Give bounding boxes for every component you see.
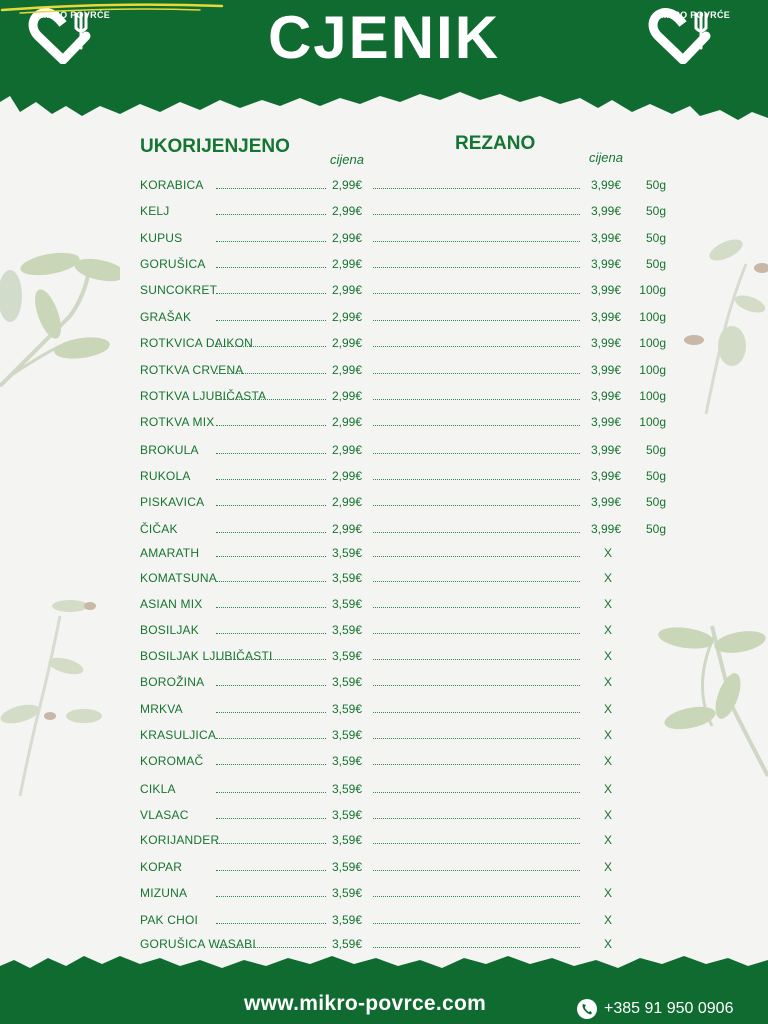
cut-price: 3,99€	[591, 231, 622, 245]
price-row	[0, 595, 768, 615]
dotted-leader	[216, 870, 326, 871]
dotted-leader	[373, 843, 580, 844]
rooted-price: 2,99€	[332, 363, 363, 377]
rooted-price: 3,59€	[332, 546, 363, 560]
product-name: ROTKVA LJUBIČASTA	[140, 389, 267, 403]
website-link[interactable]: www.mikro-povrce.com	[244, 992, 487, 1015]
price-row	[0, 752, 768, 772]
product-name: ROTKVA CRVENA	[140, 363, 244, 377]
product-name: SUNCOKRET	[140, 283, 218, 297]
rooted-price: 2,99€	[332, 495, 363, 509]
column-title-cut: REZANO	[455, 133, 536, 154]
price-row	[0, 806, 768, 826]
dotted-leader	[373, 870, 580, 871]
cut-price: 3,99€	[591, 283, 622, 297]
dotted-leader	[216, 843, 326, 844]
rooted-price: 3,59€	[332, 728, 363, 742]
rooted-price: 3,59€	[332, 886, 363, 900]
dotted-leader	[373, 896, 580, 897]
not-available-mark: X	[604, 675, 613, 689]
product-name: RUKOLA	[140, 469, 191, 483]
price-row	[0, 413, 768, 433]
dotted-leader	[373, 399, 580, 400]
not-available-mark: X	[604, 782, 613, 796]
package-weight: 50g	[645, 469, 666, 483]
price-row	[0, 493, 768, 513]
dotted-leader	[373, 764, 580, 765]
price-row	[0, 361, 768, 381]
dotted-leader	[216, 738, 326, 739]
product-name: MIZUNA	[140, 886, 188, 900]
price-row	[0, 647, 768, 667]
not-available-mark: X	[604, 546, 613, 560]
dotted-leader	[216, 241, 326, 242]
package-weight: 100g	[639, 389, 666, 403]
dotted-leader	[373, 712, 580, 713]
dotted-leader	[373, 923, 580, 924]
price-row	[0, 780, 768, 800]
not-available-mark: X	[604, 571, 613, 585]
rooted-price: 3,59€	[332, 913, 363, 927]
price-row	[0, 544, 768, 564]
product-name: BOSILJAK	[140, 623, 199, 637]
product-name: ROTKVA MIX	[140, 415, 215, 429]
package-weight: 100g	[639, 310, 666, 324]
package-weight: 50g	[645, 495, 666, 509]
rooted-price: 2,99€	[332, 389, 363, 403]
cut-price: 3,99€	[591, 495, 622, 509]
dotted-leader	[373, 505, 580, 506]
price-label-rooted: cijena	[330, 152, 364, 167]
dotted-leader	[373, 346, 580, 347]
product-name: CIKLA	[140, 782, 176, 796]
product-name: KRASULJICA	[140, 728, 217, 742]
rooted-price: 3,59€	[332, 833, 363, 847]
title-underline	[0, 0, 225, 16]
package-weight: 100g	[639, 363, 666, 377]
product-name: PAK CHOI	[140, 913, 199, 927]
cut-price: 3,99€	[591, 204, 622, 218]
not-available-mark: X	[604, 597, 613, 611]
rooted-price: 3,59€	[332, 623, 363, 637]
product-name: ČIČAK	[140, 522, 178, 536]
dotted-leader	[373, 425, 580, 426]
price-row	[0, 520, 768, 540]
dotted-leader	[216, 188, 326, 189]
package-weight: 50g	[645, 178, 666, 192]
product-name: VLASAC	[140, 808, 189, 822]
page-title: CJENIK	[267, 4, 501, 71]
dotted-leader	[216, 792, 326, 793]
dotted-leader	[216, 633, 326, 634]
dotted-leader	[373, 947, 580, 948]
product-name: GORUŠICA	[140, 257, 206, 271]
dotted-leader	[373, 267, 580, 268]
price-row	[0, 255, 768, 275]
package-weight: 50g	[645, 257, 666, 271]
dotted-leader	[216, 712, 326, 713]
cut-price: 3,99€	[591, 363, 622, 377]
dotted-leader	[216, 896, 326, 897]
cut-price: 3,99€	[591, 443, 622, 457]
not-available-mark: X	[604, 937, 613, 951]
rooted-price: 2,99€	[332, 283, 363, 297]
dotted-leader	[373, 738, 580, 739]
package-weight: 100g	[639, 283, 666, 297]
dotted-leader	[373, 188, 580, 189]
product-name: KORIJANDER	[140, 833, 220, 847]
column-title-rooted: UKORIJENJENO	[140, 136, 290, 157]
dotted-leader	[373, 633, 580, 634]
dotted-leader	[216, 425, 326, 426]
not-available-mark: X	[604, 886, 613, 900]
dotted-leader	[216, 293, 326, 294]
rooted-price: 2,99€	[332, 204, 363, 218]
rooted-price: 3,59€	[332, 860, 363, 874]
rooted-price: 2,99€	[332, 336, 363, 350]
logo-text: MIKRO POVRĆE	[35, 10, 111, 20]
cut-price: 3,99€	[591, 389, 622, 403]
dotted-leader	[216, 764, 326, 765]
not-available-mark: X	[604, 913, 613, 927]
price-row	[0, 334, 768, 354]
dotted-leader	[373, 293, 580, 294]
not-available-mark: X	[604, 728, 613, 742]
dotted-leader	[373, 453, 580, 454]
rooted-price: 2,99€	[332, 310, 363, 324]
phone-icon	[576, 998, 598, 1020]
product-name: PISKAVICA	[140, 495, 205, 509]
cut-price: 3,99€	[591, 310, 622, 324]
rooted-price: 3,59€	[332, 754, 363, 768]
dotted-leader	[373, 214, 580, 215]
dotted-leader	[216, 581, 326, 582]
product-name: ASIAN MIX	[140, 597, 203, 611]
product-name: ROTKVICA DAIKON	[140, 336, 254, 350]
dotted-leader	[373, 479, 580, 480]
package-weight: 50g	[645, 522, 666, 536]
dotted-leader	[373, 818, 580, 819]
dotted-leader	[216, 453, 326, 454]
package-weight: 100g	[639, 415, 666, 429]
not-available-mark: X	[604, 808, 613, 822]
product-name: GORUŠICA WASABI	[140, 937, 256, 951]
product-name: KUPUS	[140, 231, 183, 245]
price-row	[0, 621, 768, 641]
package-weight: 100g	[639, 336, 666, 350]
dotted-leader	[216, 373, 326, 374]
package-weight: 50g	[645, 204, 666, 218]
product-name: KELJ	[140, 204, 170, 218]
dotted-leader	[216, 399, 326, 400]
cut-price: 3,99€	[591, 469, 622, 483]
rooted-price: 2,99€	[332, 178, 363, 192]
price-row	[0, 726, 768, 746]
logo-text: MIKRO POVRĆE	[655, 10, 731, 20]
dotted-leader	[216, 320, 326, 321]
price-row	[0, 911, 768, 931]
rooted-price: 2,99€	[332, 257, 363, 271]
price-row	[0, 229, 768, 249]
dotted-leader	[216, 214, 326, 215]
not-available-mark: X	[604, 649, 613, 663]
dotted-leader	[373, 320, 580, 321]
dotted-leader	[373, 556, 580, 557]
rooted-price: 2,99€	[332, 469, 363, 483]
cut-price: 3,99€	[591, 257, 622, 271]
dotted-leader	[216, 923, 326, 924]
dotted-leader	[216, 685, 326, 686]
dotted-leader	[216, 607, 326, 608]
price-row	[0, 700, 768, 720]
price-label-cut: cijena	[589, 150, 623, 165]
price-row	[0, 441, 768, 461]
price-row	[0, 202, 768, 222]
product-name: KOROMAČ	[140, 754, 204, 768]
product-name: BOSILJAK LJUBIČASTI	[140, 649, 273, 663]
price-row	[0, 858, 768, 878]
not-available-mark: X	[604, 754, 613, 768]
dotted-leader	[216, 532, 326, 533]
dotted-leader	[216, 947, 326, 948]
cut-price: 3,99€	[591, 178, 622, 192]
rooted-price: 3,59€	[332, 649, 363, 663]
dotted-leader	[373, 792, 580, 793]
dotted-leader	[216, 659, 326, 660]
rooted-price: 3,59€	[332, 937, 363, 951]
product-name: KOPAR	[140, 860, 183, 874]
dotted-leader	[216, 267, 326, 268]
dotted-leader	[216, 505, 326, 506]
rooted-price: 2,99€	[332, 231, 363, 245]
price-row	[0, 884, 768, 904]
product-name: MRKVA	[140, 702, 183, 716]
price-row	[0, 176, 768, 196]
price-row	[0, 569, 768, 589]
package-weight: 50g	[645, 443, 666, 457]
cut-price: 3,99€	[591, 336, 622, 350]
not-available-mark: X	[604, 833, 613, 847]
dotted-leader	[373, 241, 580, 242]
not-available-mark: X	[604, 860, 613, 874]
product-name: KOMATSUNA	[140, 571, 217, 585]
dotted-leader	[216, 818, 326, 819]
product-name: KORABICA	[140, 178, 204, 192]
price-row	[0, 467, 768, 487]
price-row	[0, 387, 768, 407]
cut-price: 3,99€	[591, 522, 622, 536]
price-row	[0, 831, 768, 851]
dotted-leader	[216, 556, 326, 557]
rooted-price: 3,59€	[332, 597, 363, 611]
dotted-leader	[216, 346, 326, 347]
product-name: BROKULA	[140, 443, 199, 457]
cut-price: 3,99€	[591, 415, 622, 429]
product-name: GRAŠAK	[140, 310, 192, 324]
dotted-leader	[373, 532, 580, 533]
package-weight: 50g	[645, 231, 666, 245]
not-available-mark: X	[604, 702, 613, 716]
phone-number[interactable]: +385 91 950 0906	[604, 1000, 734, 1017]
dotted-leader	[373, 607, 580, 608]
dotted-leader	[373, 685, 580, 686]
dotted-leader	[216, 479, 326, 480]
rooted-price: 3,59€	[332, 808, 363, 822]
product-name: AMARATH	[140, 546, 200, 560]
dotted-leader	[373, 659, 580, 660]
header-banner	[0, 0, 768, 130]
rooted-price: 3,59€	[332, 782, 363, 796]
rooted-price: 3,59€	[332, 675, 363, 689]
rooted-price: 2,99€	[332, 415, 363, 429]
rooted-price: 3,59€	[332, 702, 363, 716]
rooted-price: 3,59€	[332, 571, 363, 585]
dotted-leader	[373, 581, 580, 582]
dotted-leader	[373, 373, 580, 374]
price-row	[0, 308, 768, 328]
price-row	[0, 281, 768, 301]
not-available-mark: X	[604, 623, 613, 637]
price-row	[0, 673, 768, 693]
rooted-price: 2,99€	[332, 522, 363, 536]
rooted-price: 2,99€	[332, 443, 363, 457]
product-name: BOROŽINA	[140, 675, 205, 689]
